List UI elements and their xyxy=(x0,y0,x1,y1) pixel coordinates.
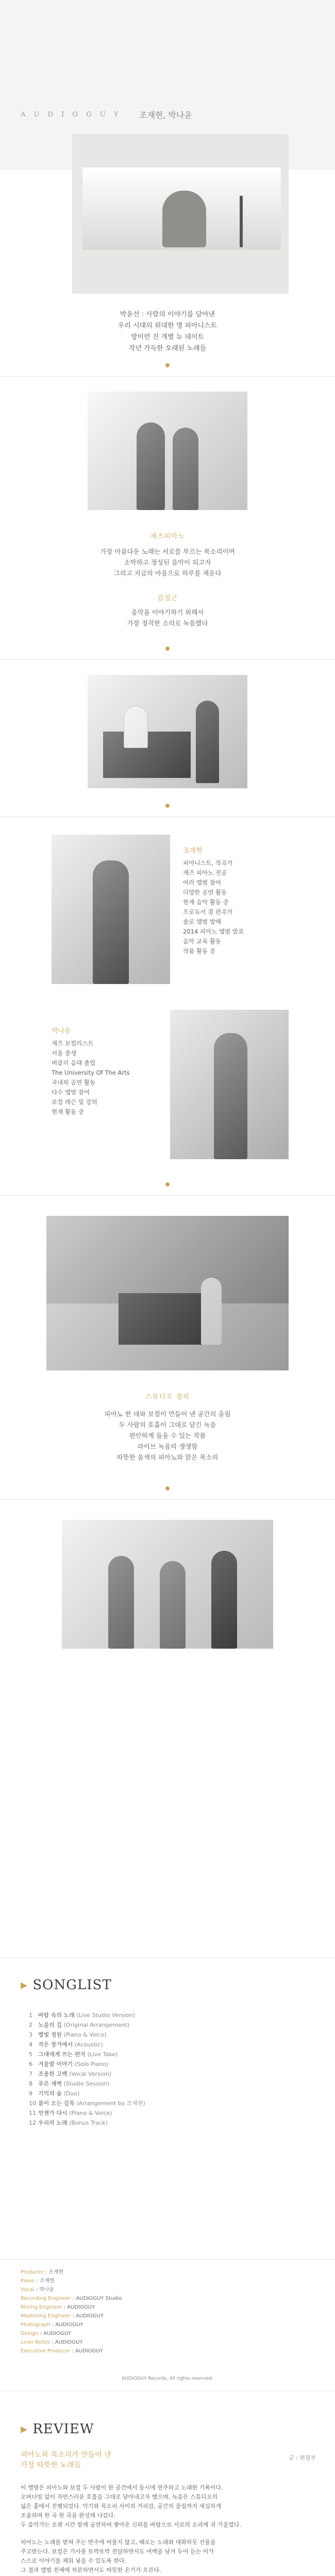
profile-bio-vocalist xyxy=(52,1039,130,1117)
photo-shade xyxy=(88,392,247,510)
review-heading-text: REVIEW xyxy=(32,2421,94,2437)
track-subtitle: (Vocal Version) xyxy=(69,2071,111,2077)
story-title: 재즈피아노 xyxy=(150,533,185,540)
track-subtitle: (Acoustic) xyxy=(74,2041,103,2048)
list-item[interactable] xyxy=(29,2098,317,2108)
credit-row: Liner Notes : AUDIOGUY xyxy=(21,2340,83,2345)
track-title: 우리의 노래 xyxy=(38,2120,68,2126)
track-title: 겨울밤 이야기 xyxy=(38,2061,73,2067)
photo-shade xyxy=(170,1010,289,1159)
concert-line: 두 사람의 호흡이 그대로 담긴 녹음 xyxy=(119,1421,216,1429)
credits-list xyxy=(21,2268,309,2355)
credit-label: Vocal xyxy=(21,2287,35,2293)
track-subtitle: (Live Take) xyxy=(87,2051,118,2058)
credit-value: AUDIOGUY xyxy=(55,2322,83,2328)
story-sub-line: 가장 정직한 소리로 녹음했다 xyxy=(127,619,208,627)
list-item[interactable] xyxy=(29,2089,317,2098)
credit-row: Design : AUDIOGUY xyxy=(21,2331,72,2336)
photo-shade xyxy=(88,675,247,788)
credit-label: Producer xyxy=(21,2269,44,2275)
arrow-right-icon: ▸ xyxy=(21,2421,28,2437)
story-sub-line: 음악을 이야기하기 위해서 xyxy=(131,608,204,616)
credit-label: Piano xyxy=(21,2278,35,2284)
section-divider xyxy=(0,2259,335,2260)
credit-label: Recording Engineer xyxy=(21,2296,71,2301)
track-subtitle: (Solo Piano) xyxy=(74,2061,109,2067)
section-marker xyxy=(165,804,170,808)
bio-line: 다양한 공연 활동 xyxy=(183,889,227,896)
credit-value: AUDIOGUY Studio xyxy=(76,2296,122,2301)
bio-line: 현재 음악 활동 중 xyxy=(183,899,229,906)
bio-line: The University Of The Arts xyxy=(52,1069,130,1076)
arrow-right-icon: ▸ xyxy=(21,1977,28,1993)
credit-label: Design xyxy=(21,2331,39,2336)
track-number: 9 xyxy=(29,2090,32,2097)
intro-text xyxy=(0,309,335,354)
review-line: 조율하며 한 곡 한 곡을 완성해 나갔다. xyxy=(21,2512,115,2519)
track-title: 푸른 새벽 xyxy=(38,2080,62,2087)
track-number: 2 xyxy=(29,2022,32,2028)
cover-photo xyxy=(72,134,289,294)
credit-label: Mixing Engineer xyxy=(21,2304,62,2310)
list-item[interactable] xyxy=(29,2108,317,2118)
review-line: 넓은 홀에서 진행되었다. 악기와 목소리 사이의 거리감, 공간의 울림까지 세심하게 xyxy=(21,2503,222,2510)
review-sub-line: 피아노와 목소리가 만들어 낸 xyxy=(21,2451,111,2459)
list-item[interactable] xyxy=(29,2010,317,2020)
photo-shade xyxy=(46,1216,289,1370)
review-paragraph xyxy=(21,2483,314,2530)
credit-row: Piano : 조재현 xyxy=(21,2278,55,2284)
bio-line: 2014 피아노 앨범 발표 xyxy=(183,928,244,935)
concert-line: 피아노 한 대와 보컬이 만들어 낸 공간의 울림 xyxy=(104,1410,231,1418)
intro-line: 박윤선 : 사람의 이야기를 담아낸 xyxy=(120,311,215,318)
track-subtitle: (Arrangement by 조재현) xyxy=(76,2100,145,2107)
section-marker xyxy=(165,1182,170,1187)
bio-line: 음악 교육 활동 xyxy=(183,938,221,945)
credit-value: 조재현 xyxy=(48,2269,64,2275)
concert-title: 스튜디오 정리 xyxy=(145,1393,190,1401)
track-title: 그대에게 쓰는 편지 xyxy=(38,2051,86,2058)
intro-line: 방이런 진 개별 뉴 데이트 xyxy=(130,333,205,341)
credit-value: AUDIOGUY xyxy=(55,2340,83,2345)
credit-row: Mixing Engineer : AUDIOGUY xyxy=(21,2304,95,2310)
credit-label: Mastering Engineer xyxy=(21,2313,71,2319)
bio-line: 보컬 레슨 및 강의 xyxy=(52,1098,97,1106)
bio-line: 작품 활동 중 xyxy=(183,947,215,955)
track-number: 5 xyxy=(29,2051,32,2058)
track-title: 봄이 오는 길목 xyxy=(38,2100,75,2107)
credit-value: AUDIOGUY xyxy=(43,2331,72,2336)
list-item[interactable] xyxy=(29,2069,317,2079)
credit-row: Vocal : 박나윤 xyxy=(21,2287,55,2293)
profile-photo-pianist xyxy=(52,835,170,984)
section-marker xyxy=(165,647,170,651)
credit-label: Liner Notes xyxy=(21,2340,51,2345)
bio-line: 재즈 보컬리스트 xyxy=(52,1040,94,1047)
section-divider xyxy=(0,1499,335,1500)
story-line: 소박하고 정성된 음악이 되고자 xyxy=(124,558,211,566)
track-title: 기억의 숲 xyxy=(38,2090,62,2097)
track-subtitle: (Piano & Voice) xyxy=(63,2031,107,2038)
songlist-heading-text: SONGLIST xyxy=(32,1977,112,1993)
credit-value: AUDIOGUY xyxy=(76,2313,104,2319)
intro-line: 작년 가득한 오래된 노래들 xyxy=(128,345,207,352)
review-paragraph xyxy=(21,2538,314,2575)
credit-row: Recording Engineer : AUDIOGUY Studio xyxy=(21,2296,122,2301)
track-title: 조용한 고백 xyxy=(38,2071,68,2077)
review-line: 그 결과 앨범 전체에 차분하면서도 따뜻한 온기가 흐른다. xyxy=(21,2567,161,2573)
bio-line: 피아니스트, 작곡가 xyxy=(183,859,233,867)
concert-line: 라이브 녹음의 생생함 xyxy=(137,1443,198,1450)
list-item[interactable] xyxy=(29,2079,317,2089)
review-author: 글 : 편집부 xyxy=(289,2454,316,2461)
track-title: 별빛 정원 xyxy=(38,2031,62,2038)
credit-label: Photograph xyxy=(21,2322,51,2328)
songlist xyxy=(29,2010,317,2128)
review-line: 피아노는 노래를 받쳐 주는 반주에 머물지 않고, 때로는 노래와 대화하듯 선율을 xyxy=(21,2539,216,2546)
bio-line: 국내외 공연 활동 xyxy=(52,1079,96,1086)
bio-line: 서울 출생 xyxy=(52,1049,77,1057)
microphone-stand xyxy=(240,196,243,247)
concert-line: 편안하게 들을 수 있는 작품 xyxy=(129,1432,206,1439)
bio-line: 버클리 음대 졸업 xyxy=(52,1059,96,1066)
track-number: 10 xyxy=(29,2100,36,2107)
list-item[interactable] xyxy=(29,2049,317,2059)
review-line: 이 앨범은 피아노와 보컬 두 사람이 한 공간에서 동시에 연주하고 노래한 기록이다. xyxy=(21,2484,223,2491)
track-number: 1 xyxy=(29,2012,32,2019)
review-line: 두 음악가는 오랜 시간 함께 공연하며 쌓아온 신뢰를 바탕으로 서로의 소리에 귀 기울였다. xyxy=(21,2521,241,2528)
track-number: 8 xyxy=(29,2080,32,2087)
track-number: 7 xyxy=(29,2071,32,2077)
pianist-figure xyxy=(162,191,206,247)
list-item[interactable] xyxy=(29,2020,317,2030)
track-subtitle: (Bonus Track) xyxy=(69,2120,108,2126)
review-line: 스스로 이야기를 채워 넣을 수 있도록 한다. xyxy=(21,2557,127,2564)
copyright-note: AUDIOGUY Records. All rights reserved. xyxy=(122,2376,213,2381)
duo-photo xyxy=(88,392,247,510)
credit-row: Mastering Engineer : AUDIOGUY xyxy=(21,2313,104,2319)
track-title: 노을의 길 xyxy=(38,2022,62,2028)
review-body xyxy=(21,2483,314,2576)
section-divider xyxy=(0,659,335,660)
story-text xyxy=(0,546,335,579)
songlist-heading xyxy=(21,1977,112,1993)
story-line: 그리고 지금의 마음으로 하루를 채운다 xyxy=(113,569,222,577)
track-number: 11 xyxy=(29,2110,36,2116)
track-number: 4 xyxy=(29,2041,32,2048)
concert-text xyxy=(0,1409,335,1463)
story-subtext xyxy=(0,607,335,629)
list-item[interactable] xyxy=(29,2040,317,2049)
track-title: 작은 창가에서 xyxy=(38,2041,73,2048)
track-number: 12 xyxy=(29,2120,36,2126)
track-subtitle: (Live Studio Version) xyxy=(76,2012,135,2019)
bio-line: 다수 앨범 참여 xyxy=(52,1089,90,1096)
profile-bio-pianist xyxy=(183,858,244,956)
review-line: 주고받는다. 보컬은 가사를 또박또박 전달하면서도 여백을 남겨 두어 듣는 이가 xyxy=(21,2548,214,2555)
track-subtitle: (Studio Session) xyxy=(63,2080,110,2087)
credit-row: Photograph : AUDIOGUY xyxy=(21,2322,83,2328)
concert-line: 따뜻한 음색의 피아노와 맑은 목소리 xyxy=(116,1453,219,1461)
list-item[interactable] xyxy=(29,2059,317,2069)
track-subtitle: (Original Arrangement) xyxy=(63,2022,130,2028)
track-title: 언젠가 다시 xyxy=(38,2110,68,2116)
track-subtitle: (Piano & Voice) xyxy=(69,2110,112,2116)
intro-line: 우리 시대의 위대한 명 피아니스트 xyxy=(118,322,217,330)
list-item[interactable] xyxy=(29,2030,317,2040)
album-artists: 조재현, 박나윤 xyxy=(139,110,192,120)
credit-value: AUDIOGUY xyxy=(67,2304,95,2310)
credit-value: AUDIOGUY xyxy=(75,2348,103,2354)
track-subtitle: (Duo) xyxy=(63,2090,80,2097)
bio-line: 재즈 피아노 전공 xyxy=(183,869,227,876)
track-number: 6 xyxy=(29,2061,32,2067)
credit-value: 조재현 xyxy=(39,2278,55,2284)
track-number: 3 xyxy=(29,2031,32,2038)
bio-line: 솔로 앨범 발매 xyxy=(183,918,221,925)
profile-name-pianist: 조재현 xyxy=(183,847,203,855)
photo-shade xyxy=(52,835,170,984)
story-subtitle: 김정근 xyxy=(157,595,178,602)
review-heading xyxy=(21,2421,94,2437)
credit-row: Executive Producer : AUDIOGUY xyxy=(21,2348,103,2354)
section-marker xyxy=(165,1486,170,1490)
story-line: 가장 아름다운 노래는 서로를 부르는 목소리이며 xyxy=(100,548,235,555)
section-divider xyxy=(0,376,335,377)
profile-name-vocalist: 박나윤 xyxy=(52,1027,71,1035)
credit-label: Executive Producer xyxy=(21,2348,71,2354)
track-title: 바람 속의 노래 xyxy=(38,2012,75,2019)
photo-shade xyxy=(62,1520,273,1649)
section-marker xyxy=(165,363,170,367)
bio-line: 여러 앨범 참여 xyxy=(183,879,221,886)
list-item[interactable] xyxy=(29,2118,317,2128)
piano-session-photo xyxy=(88,675,247,788)
bio-line: 현재 활동 중 xyxy=(52,1108,84,1115)
review-line: 오버더빙 없이 자연스러운 호흡을 그대로 담아내고자 했으며, 녹음은 스튜디오의 xyxy=(21,2494,218,2500)
credit-value: 박나윤 xyxy=(39,2287,55,2293)
studio-wide-photo xyxy=(46,1216,289,1370)
section-divider xyxy=(0,1195,335,1196)
review-subtitle xyxy=(21,2450,111,2470)
review-sub-line: 가장 따뜻한 노래들 xyxy=(21,2461,81,2469)
credit-row: Producer : 조재현 xyxy=(21,2269,64,2275)
brand-wordmark: A U D I O G U Y xyxy=(21,111,122,118)
profile-photo-vocalist xyxy=(170,1010,289,1159)
session-photo xyxy=(62,1520,273,1649)
bio-line: 프로듀서 겸 편곡가 xyxy=(183,908,233,916)
